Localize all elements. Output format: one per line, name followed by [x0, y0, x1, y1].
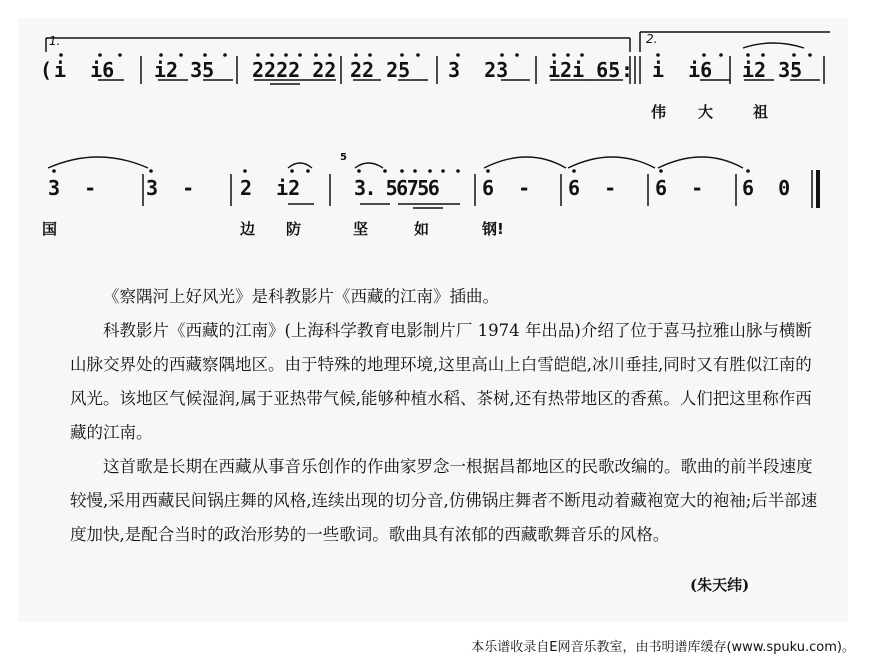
lyric-bian: 边 [240, 220, 256, 238]
measure-2: i2 35 [154, 58, 215, 82]
measure-5: 3 23 [448, 58, 509, 82]
measure-r2-7: 6 - [655, 176, 704, 200]
lyric-gang: 钢! [482, 220, 504, 238]
repeat-sign: : [621, 58, 634, 82]
measure-r2-6: 6 - [568, 176, 617, 200]
measure-r2-5: 6 - [482, 176, 531, 200]
open-paren: ( [40, 58, 53, 82]
staff-lines-row2 [18, 18, 848, 238]
measure-r2-3: 2 i2 [240, 176, 301, 200]
grace-note: 5 [340, 152, 347, 163]
measure-r2-4: 3. 56756 [354, 176, 439, 200]
measure-1: i i6 [54, 58, 115, 82]
measure-r2-1: 3 - [48, 176, 97, 200]
measure-r2-2: 3 - [146, 176, 195, 200]
paragraph-3: 这首歌是长期在西藏从事音乐创作的作曲家罗念一根据昌都地区的民歌改编的。歌曲的前半段速度较慢,采用西藏民间锅庄舞的风格,连续出现的切分音,仿佛锅庄舞者不断甩动着藏袍宽大的袍袖;后半部速度加快,是配合当时的政治形势的一些歌词。歌曲具有浓郁的西藏歌舞音乐的风格。 [70, 457, 818, 544]
author-credit: (朱天纬) [690, 576, 750, 594]
measure-3: 2222 22 [252, 58, 337, 82]
lyric-da: 大 [698, 103, 714, 121]
lyric-ru: 如 [414, 220, 430, 238]
measure-4: 22 25 [350, 58, 411, 82]
score-sheet [18, 18, 848, 622]
lyric-guo: 国 [42, 220, 58, 238]
lyric-jian: 坚 [353, 220, 369, 238]
volta-1-label: 1. [49, 34, 61, 48]
measure-7: i i6 [652, 58, 713, 82]
lyric-zu: 祖 [753, 103, 769, 121]
footer-caption: 本乐谱收录自E网音乐教室，由书明谱库缓存(www.spuku.com)。 [471, 640, 855, 655]
lyric-wei: 伟 [651, 103, 667, 121]
measure-6: i2i 65 [548, 58, 621, 82]
article-body [70, 280, 820, 552]
lyric-fang: 防 [286, 220, 302, 238]
paragraph-2: 科教影片《西藏的江南》(上海科学教育电影制片厂 1974 年出品)介绍了位于喜马拉雅山脉与横断山脉交界处的西藏察隅地区。由于特殊的地理环境,这里高山上白雪皑皑,冰川垂挂,同时又有胜似江南的风光。该地区气候湿润,属于亚热带气候,能够种植水稻、茶树,还有热带地区的香蕉。人们把这里称作西藏的江南。 [70, 321, 812, 442]
paragraph-1: 《察隅河上好风光》是科教影片《西藏的江南》插曲。 [103, 287, 499, 306]
measure-8: i2 35 [742, 58, 803, 82]
volta-2-label: 2. [646, 32, 658, 46]
measure-r2-8: 6 0 [742, 176, 791, 200]
